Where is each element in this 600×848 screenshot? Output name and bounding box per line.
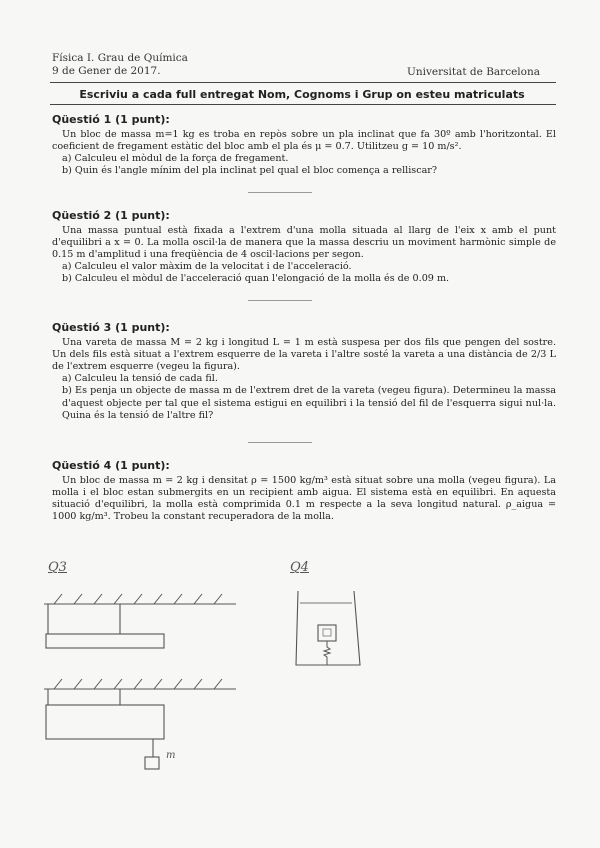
question-title: Qüestió 4 (1 punt):	[52, 459, 170, 472]
question-separator	[248, 300, 312, 301]
question-4	[52, 460, 556, 523]
university-name: Universitat de Barcelona	[407, 66, 540, 78]
question-statement: Una massa puntual està fixada a l'extrem d'una molla situada al llarg de l'eix x amb el punt d'equilibri a x = 0. La molla oscil·la de manera que la massa descriu un moviment harmònic simple de 0.15 m d'amplitud i una freqüència de 4 oscil·lacions per segon.	[52, 225, 556, 261]
question-title: Qüestió 1 (1 punt):	[52, 113, 170, 126]
date-line: 9 de Gener de 2017.	[52, 65, 161, 77]
question-statement: Una vareta de massa M = 2 kg i longitud L = 1 m està suspesa per dos fils que pengen del sostre. Un dels fils està situat a l'extrem esquerre de la vareta i l'altre sosté la vareta a una distància de 2/3 L de l'extrem esquerre (vegeu la figura).	[52, 337, 556, 373]
course-line: Física I. Grau de Química	[52, 52, 188, 64]
instruction-line: Escriviu a cada full entregat Nom, Cognoms i Grup on esteu matriculats	[79, 88, 525, 101]
question-item: a) Calculeu el valor màxim de la velocitat i de l'acceleració.	[62, 261, 352, 273]
question-item: b) Quin és l'angle mínim del pla inclinat pel qual el bloc comença a relliscar?	[62, 165, 438, 177]
question-title: Qüestió 3 (1 punt):	[52, 321, 170, 334]
question-separator	[248, 442, 312, 443]
figure-q3-rod-with-mass	[40, 675, 240, 775]
question-1	[52, 114, 556, 177]
question-separator	[248, 192, 312, 193]
rod-diagram-icon	[40, 590, 240, 660]
figure-label-q3: Q3	[48, 560, 67, 575]
container-spring-diagram-icon	[290, 585, 370, 675]
figure-label-q4: Q4	[290, 560, 309, 575]
question-3	[52, 322, 556, 422]
question-item: b) Calculeu el mòdul de l'acceleració quan l'elongació de la molla és de 0.09 m.	[62, 273, 450, 285]
question-title: Qüestió 2 (1 punt):	[52, 209, 170, 222]
figure-q4-container	[290, 585, 370, 675]
figure-q3-rod	[40, 590, 240, 660]
question-statement: Un bloc de massa m=1 kg es troba en repòs sobre un pla inclinat que fa 30º amb l'horitzontal. El coeficient de fregament estàtic del bloc amb el pla és μ = 0.7. Utilitzeu g = 10 m/s².	[52, 129, 556, 153]
question-item: a) Calculeu la tensió de cada fil.	[62, 373, 218, 385]
question-item: b) Es penja un objecte de massa m de l'extrem dret de la vareta (vegeu figura). Determineu la massa d'aquest objecte per tal que el sistema estigui en equilibri i la tensió del fil de l'esquerra sigui nul·la. Quina és la tensió de l'altre fil?	[62, 385, 556, 421]
header-course-info	[52, 52, 188, 78]
header-rule-top	[50, 82, 556, 83]
rod-mass-diagram-icon	[40, 675, 240, 775]
question-item: a) Calculeu el mòdul de la força de fregament.	[62, 153, 289, 165]
question-statement: Un bloc de massa m = 2 kg i densitat ρ = 1500 kg/m³ està situat sobre una molla (vegeu figura). La molla i el bloc estan submergits en un recipient amb aigua. El sistema està en equilibri. En aquesta situació d'equilibri, la molla està comprimida 0.1 m respecte a la seva longitud natural. ρ_aigua = 1000 kg/m³. Trobeu la constant recuperadora de la molla.	[52, 475, 556, 523]
header-rule-bottom	[50, 104, 556, 105]
mass-label: m	[166, 750, 176, 761]
question-2	[52, 210, 556, 286]
